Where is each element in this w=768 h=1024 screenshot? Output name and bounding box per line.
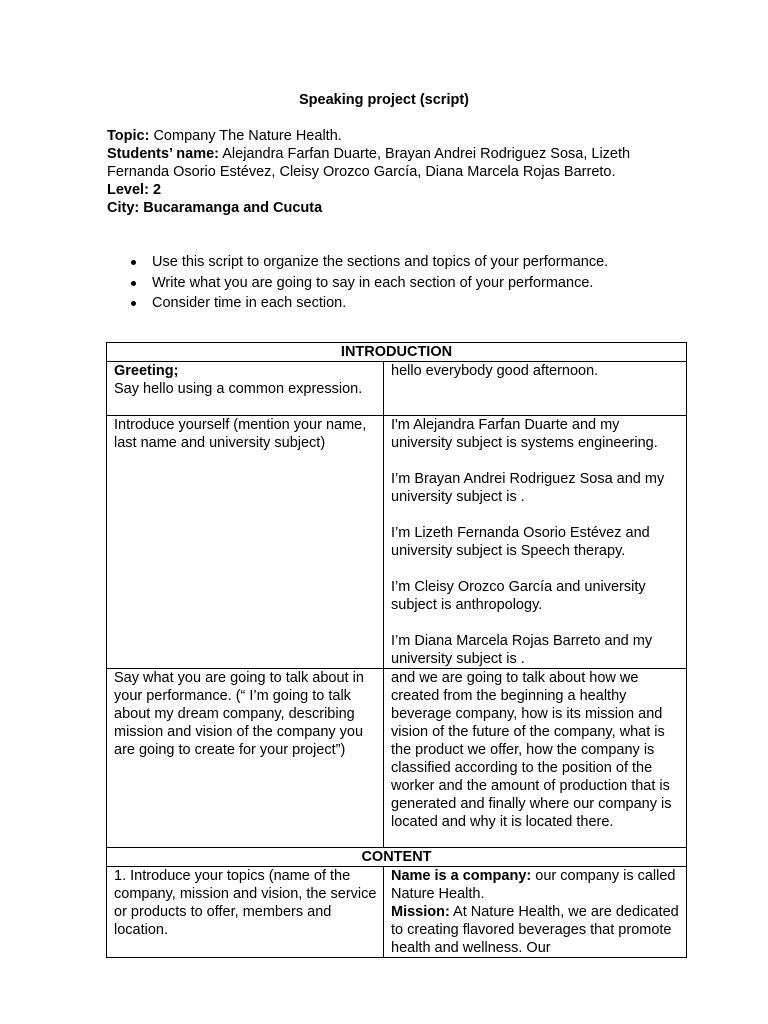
company-name-line	[391, 867, 680, 903]
introduce-answer: I’m Brayan Andrei Rodriguez Sosa and my university subject is .	[391, 471, 665, 505]
level-value: 2	[152, 182, 162, 198]
content-header: CONTENT	[107, 848, 687, 867]
students-line	[107, 145, 667, 181]
mission-label: Mission:	[391, 904, 450, 920]
mission-line	[391, 903, 680, 957]
instruction-item: Write what you are going to say in each section of your performance.	[130, 274, 608, 292]
talk-prompt: Say what you are going to talk about in your performance. (“ I’m going to talk about my dream company, describing mission and vision of the company you are going to create for your project”)	[114, 670, 364, 758]
topics-prompt-cell	[107, 867, 384, 958]
talk-prompt-cell	[107, 669, 384, 848]
intro-header: INTRODUCTION	[107, 343, 687, 362]
topic-label: Topic:	[107, 128, 150, 144]
level-line	[107, 181, 667, 199]
script-table	[106, 342, 687, 958]
talk-answer: and we are going to talk about how we created from the beginning a healthy beverage company, how is its mission and vision of the future of the company, what is the product we offer, how the company is classified according to the position of the worker and the amount of production that is generated and finally where our company is located and why it is located there.	[391, 670, 672, 830]
introduce-answer: I’m Cleisy Orozco García and university subject is anthropology.	[391, 579, 646, 613]
instructions-list	[130, 253, 608, 315]
company-name-text: our company is called Nature Health.	[391, 868, 676, 902]
introduce-row	[107, 416, 687, 669]
greeting-label: Greeting;	[114, 363, 179, 379]
topics-row	[107, 867, 687, 958]
topic-line	[107, 127, 667, 145]
city-label: City:	[107, 200, 140, 216]
students-label: Students’ name:	[107, 146, 219, 162]
instruction-item: Consider time in each section.	[130, 294, 608, 312]
students-value: Alejandra Farfan Duarte, Brayan Andrei Rodriguez Sosa, Lizeth Fernanda Osorio Estévez, Cleisy Orozco García, Diana Marcela Rojas Barreto.	[107, 146, 631, 180]
topics-answer-cell	[384, 867, 687, 958]
introduce-answer: I’m Diana Marcela Rojas Barreto and my university subject is .	[391, 633, 653, 667]
intro-header-row	[107, 343, 687, 362]
company-name-label: Name is a company:	[391, 868, 532, 884]
topics-prompt: 1. Introduce your topics (name of the company, mission and vision, the service or products to offer, members and location.	[114, 868, 377, 938]
city-value: Bucaramanga and Cucuta	[143, 200, 323, 216]
introduce-answer: I'm Alejandra Farfan Duarte and my university subject is systems engineering.	[391, 417, 658, 451]
talk-answer-cell	[384, 669, 687, 848]
instruction-item: Use this script to organize the sections and topics of your performance.	[130, 253, 608, 271]
level-label: Level:	[107, 182, 149, 198]
project-info	[107, 127, 667, 217]
greeting-answer: hello everybody good afternoon.	[391, 363, 599, 379]
city-line	[107, 199, 667, 217]
greeting-answer-cell	[384, 362, 687, 416]
content-header-row	[107, 848, 687, 867]
introduce-answer: I’m Lizeth Fernanda Osorio Estévez and university subject is Speech therapy.	[391, 525, 650, 559]
introduce-prompt: Introduce yourself (mention your name, last name and university subject)	[114, 417, 367, 451]
greeting-prompt: Say hello using a common expression.	[114, 381, 363, 397]
talk-about-row	[107, 669, 687, 848]
introduce-answer-cell	[384, 416, 687, 669]
topic-value: Company The Nature Health.	[153, 128, 342, 144]
introduce-prompt-cell	[107, 416, 384, 669]
mission-text: At Nature Health, we are dedicated to creating flavored beverages that promote health and wellness. Our	[391, 904, 679, 956]
document-title: Speaking project (script)	[298, 92, 469, 108]
greeting-prompt-cell	[107, 362, 384, 416]
greeting-row	[107, 362, 687, 416]
